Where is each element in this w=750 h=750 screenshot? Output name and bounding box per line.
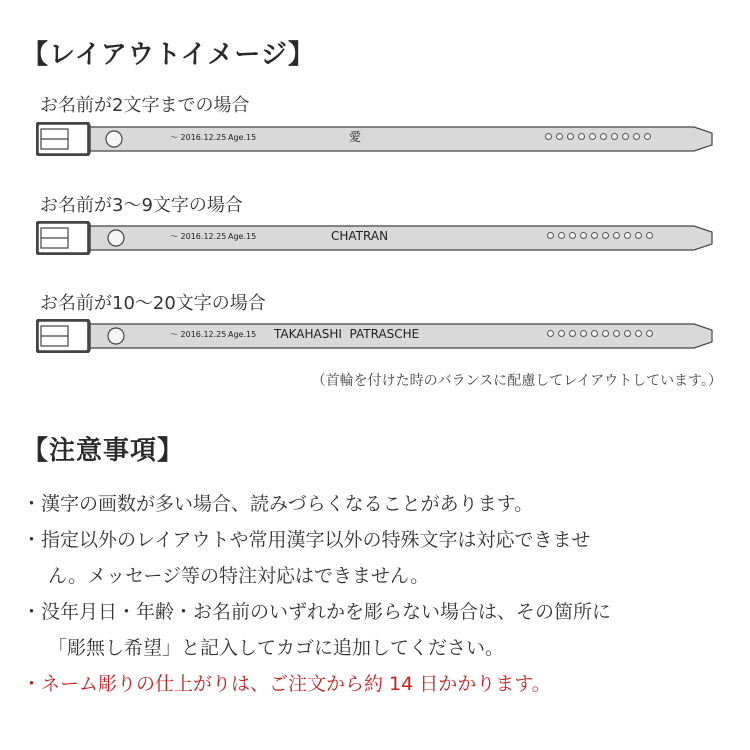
notes-list (22, 486, 732, 702)
belt-hole (558, 330, 565, 337)
engraving-date: ～ 2016.12.25 (170, 133, 227, 142)
belt-hole (633, 133, 640, 140)
belt-hole (635, 232, 642, 239)
belt-holes (545, 133, 651, 140)
belt-hole (580, 330, 587, 337)
belt-hole (547, 232, 554, 239)
belt-holes (547, 330, 653, 337)
belt-hole (589, 133, 596, 140)
note-item: ・没年月日・年齢・お名前のいずれかを彫らない場合は、その箇所に (22, 601, 612, 623)
engraving-date: ～ 2016.12.25 (170, 232, 227, 241)
belt-illustration-3-9-chars (36, 221, 716, 255)
belt-hole (591, 330, 598, 337)
belt-hole (624, 232, 631, 239)
belt-hole (624, 330, 631, 337)
belt-hole (591, 232, 598, 239)
belt-hole (547, 330, 554, 337)
belt-hole (613, 330, 620, 337)
note-item-continued: ん。メッセージ等の特注対応はできません。 (48, 565, 430, 587)
engraving-age: Age.15 (228, 330, 257, 339)
engraving-name: CHATRAN (331, 229, 389, 243)
note-item: ・漢字の画数が多い場合、読みづらくなることがあります。 (22, 493, 534, 515)
engraving-age: Age.15 (228, 133, 257, 142)
belt-hole (600, 133, 607, 140)
belt-hole (613, 232, 620, 239)
belt-illustration-2-chars (36, 122, 716, 156)
engraving-date: ～ 2016.12.25 (170, 330, 227, 339)
layout-footnote: （首輪を付けた時のバランスに配慮してレイアウトしています。） (311, 373, 722, 389)
layout-image-heading: 【レイアウトイメージ】 (22, 40, 315, 70)
belt-hole (602, 232, 609, 239)
belt-illustration-10-20-chars (36, 319, 716, 353)
engraving-age: Age.15 (228, 232, 257, 241)
belt-hole (646, 330, 653, 337)
engraving-name: TAKAHASHI PATRASCHE (274, 327, 420, 341)
belt-hole (611, 133, 618, 140)
case-label-3-9-chars: お名前が3～9文字の場合 (40, 195, 243, 216)
note-item: ・指定以外のレイアウトや常用漢字以外の特殊文字は対応できませ (22, 529, 591, 551)
case-label-2-chars: お名前が2文字までの場合 (40, 95, 250, 116)
case-label-10-20-chars: お名前が10～20文字の場合 (40, 293, 266, 314)
note-item-delivery-time: ・ネーム彫りの仕上がりは、ご注文から約 14 日かかります。 (22, 673, 551, 695)
belt-hole (569, 330, 576, 337)
belt-hole (644, 133, 651, 140)
belt-hole (580, 232, 587, 239)
belt-hole (646, 232, 653, 239)
belt-hole (545, 133, 552, 140)
belt-holes (547, 232, 653, 239)
belt-hole (622, 133, 629, 140)
engraving-name: 愛 (349, 130, 362, 144)
notes-heading: 【注意事項】 (22, 436, 185, 466)
belt-hole (567, 133, 574, 140)
belt-hole (602, 330, 609, 337)
belt-hole (569, 232, 576, 239)
belt-hole (578, 133, 585, 140)
belt-hole (635, 330, 642, 337)
note-item-continued: 「彫無し希望」と記入してカゴに追加してください。 (48, 637, 505, 659)
belt-hole (556, 133, 563, 140)
belt-hole (558, 232, 565, 239)
